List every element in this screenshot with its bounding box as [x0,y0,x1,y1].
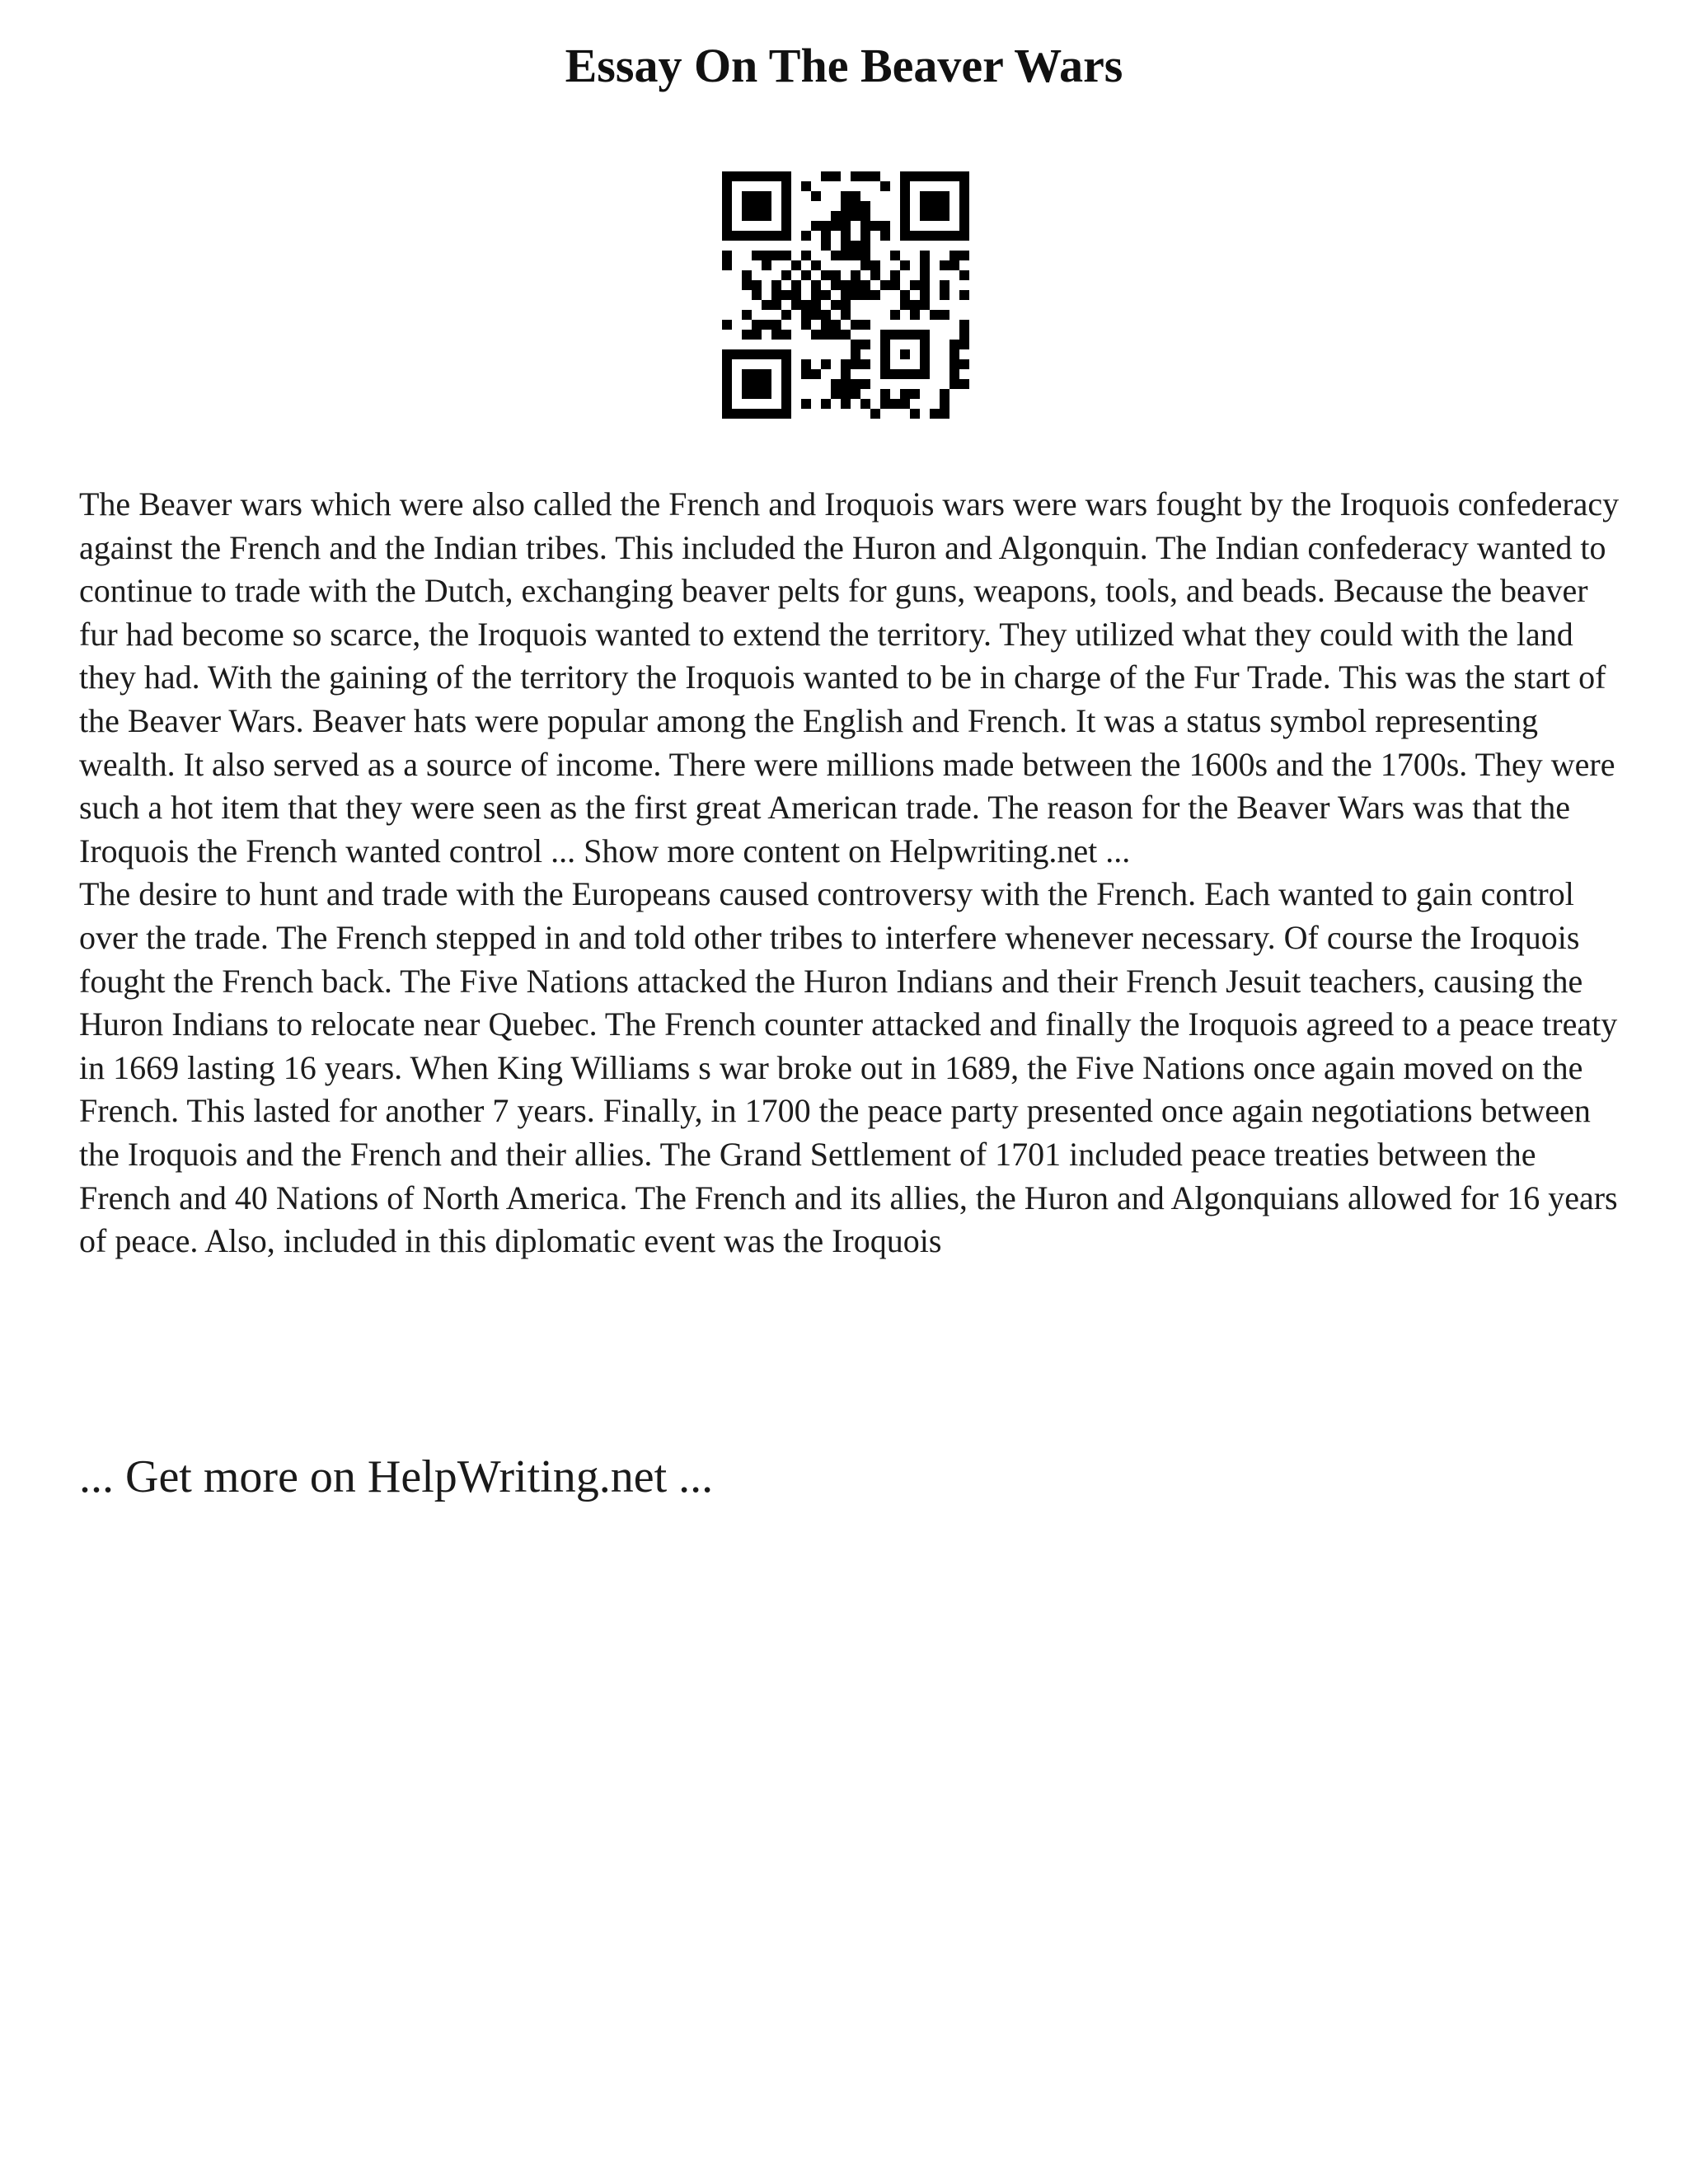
essay-body [79,483,1629,1263]
essay-paragraph-1: The Beaver wars which were also called the French and Iroquois wars were wars fought by the Iroquois confederacy against the French and the Indian tribes. This included the Huron and Algonquin. The Indian confederacy wanted to continue to trade with the Dutch, exchanging beaver pelts for guns, weapons, tools, and beads. Because the beaver fur had become so scarce, the Iroquois wanted to extend the territory. They utilized what they could with the land they had. With the gaining of the territory the Iroquois wanted to be in charge of the Fur Trade. This was the start of the Beaver Wars. Beaver hats were popular among the English and French. It was a status symbol representing wealth. It also served as a source of income. There were millions made between the 1600s and the 1700s. They were such a hot item that they were seen as the first great American trade. The reason for the Beaver Wars was that the Iroquois the French wanted control ... Show more content on Helpwriting.net ... [79,485,1620,869]
page-title: Essay On The Beaver Wars [565,39,1123,92]
essay-paragraph-2: The desire to hunt and trade with the Europeans caused controversy with the French. Each wanted to gain control over the trade. The French stepped in and told other tribes to interfere whenever necessary. Of course the Iroquois fought the French back. The Five Nations attacked the Huron Indians and their French Jesuit teachers, causing the Huron Indians to relocate near Quebec. The French counter attacked and finally the Iroquois agreed to a peace treaty in 1669 lasting 16 years. When King Williams s war broke out in 1689, the Five Nations once again moved on the French. This lasted for another 7 years. Finally, in 1700 the peace party presented once again negotiations between the Iroquois and the French and their allies. The Grand Settlement of 1701 included peace treaties between the French and 40 Nations of North America. The French and its allies, the Huron and Algonquians allowed for 16 years of peace. Also, included in this diplomatic event was the Iroquois [79,875,1618,1260]
get-more-link[interactable]: ... Get more on HelpWriting.net ... [79,1451,714,1502]
qr-code-icon [722,171,969,419]
